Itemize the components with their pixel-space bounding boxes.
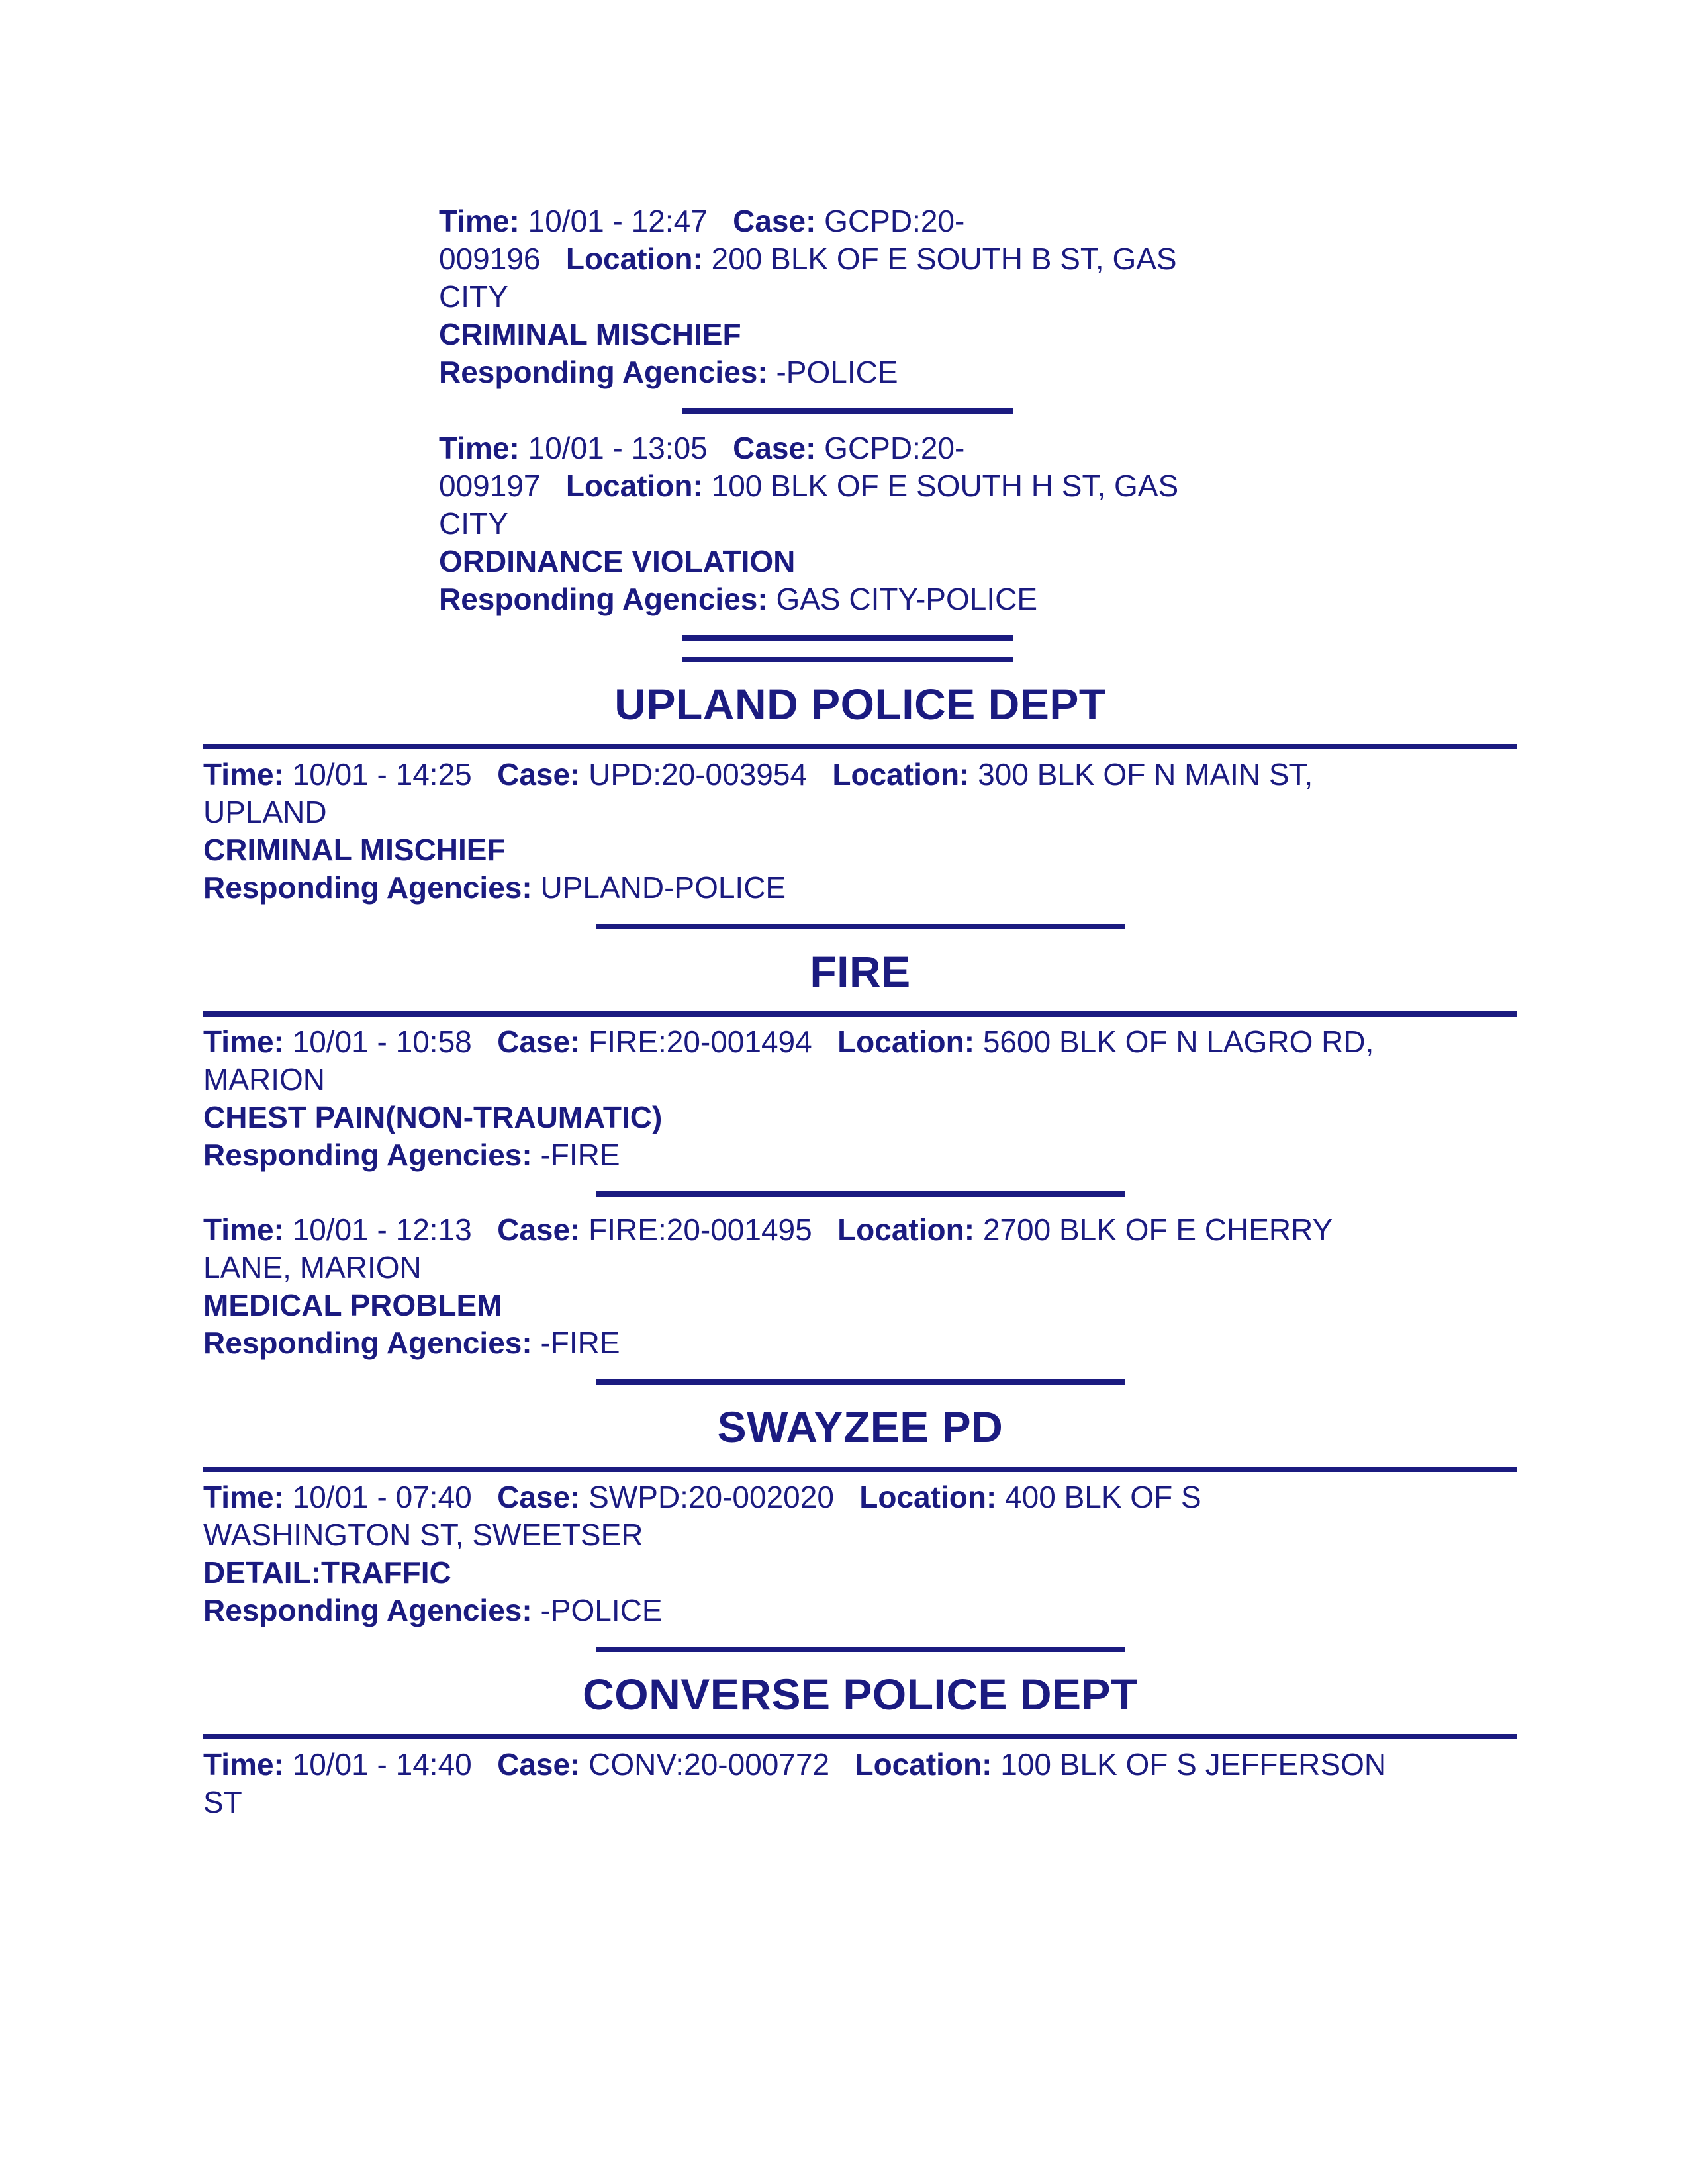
field-value: -FIRE <box>532 1138 620 1172</box>
section-heading: SWAYZEE PD <box>717 1402 1004 1451</box>
incident-entry <box>439 430 1257 618</box>
field-value: CONV:20-000772 <box>580 1747 855 1782</box>
entry-line <box>439 467 1257 505</box>
field-label: Responding Agencies: <box>203 1138 532 1172</box>
entry-line <box>203 1287 1517 1324</box>
field-value: ST <box>203 1785 242 1819</box>
incident-entry <box>203 1023 1517 1174</box>
entry-line <box>203 869 1517 907</box>
entry-line <box>439 353 1257 391</box>
entry-line <box>203 1023 1517 1061</box>
field-label: CRIMINAL MISCHIEF <box>203 833 506 867</box>
field-value: 10/01 - 14:40 <box>283 1747 498 1782</box>
field-label: Case: <box>497 1480 581 1514</box>
field-value: -FIRE <box>532 1326 620 1360</box>
field-value: 2700 BLK OF E CHERRY <box>974 1212 1333 1247</box>
field-value: 009196 <box>439 242 566 276</box>
heading-underline-rule <box>203 1011 1517 1017</box>
field-label: Location: <box>832 757 970 792</box>
field-label: Location: <box>837 1212 975 1247</box>
field-label: Responding Agencies: <box>203 1326 532 1360</box>
field-label: Location: <box>565 469 703 503</box>
section-heading: UPLAND POLICE DEPT <box>614 680 1106 729</box>
entry-line <box>203 1479 1517 1516</box>
field-label: Location: <box>565 242 703 276</box>
entry-line <box>203 1099 1517 1136</box>
incident-entry <box>203 1746 1517 1821</box>
field-value: 10/01 - 14:25 <box>283 757 498 792</box>
field-value: CITY <box>439 506 508 541</box>
field-label: Location: <box>855 1747 992 1782</box>
field-value: 5600 BLK OF N LAGRO RD, <box>974 1024 1374 1059</box>
agency-sections <box>203 678 1517 1821</box>
entry-line <box>203 1592 1517 1629</box>
entry-line <box>203 794 1517 831</box>
section-divider <box>596 1379 1125 1385</box>
field-label: MEDICAL PROBLEM <box>203 1288 502 1322</box>
field-value: SWPD:20-002020 <box>580 1480 860 1514</box>
field-value: -POLICE <box>532 1593 663 1627</box>
field-label: Location: <box>859 1480 997 1514</box>
entry-line <box>203 1516 1517 1554</box>
field-label: Time: <box>439 431 520 465</box>
field-value: GAS CITY-POLICE <box>767 582 1037 616</box>
incident-entry <box>203 756 1517 907</box>
field-label: Time: <box>203 757 284 792</box>
incident-entry <box>203 1479 1517 1629</box>
field-value: 10/01 - 12:13 <box>283 1212 498 1247</box>
field-label: Case: <box>497 757 581 792</box>
entry-line <box>203 831 1517 869</box>
incident-entry <box>439 203 1257 391</box>
field-value: FIRE:20-001495 <box>580 1212 838 1247</box>
field-value: CITY <box>439 279 508 314</box>
field-value: LANE, MARION <box>203 1250 422 1285</box>
entry-line <box>203 1746 1517 1784</box>
entry-divider <box>596 1191 1125 1197</box>
section-divider <box>596 924 1125 929</box>
entry-line <box>439 203 1257 240</box>
field-value: 10/01 - 07:40 <box>283 1480 498 1514</box>
field-label: Responding Agencies: <box>439 355 768 389</box>
entry-line <box>439 505 1257 543</box>
heading-underline-rule <box>203 744 1517 749</box>
field-label: Case: <box>733 431 816 465</box>
field-label: ORDINANCE VIOLATION <box>439 544 796 578</box>
entry-line <box>439 580 1257 618</box>
field-label: Location: <box>837 1024 975 1059</box>
field-label: CHEST PAIN(NON-TRAUMATIC) <box>203 1100 663 1134</box>
field-value: 400 BLK OF S <box>996 1480 1201 1514</box>
incident-entry <box>203 1211 1517 1362</box>
field-label: Responding Agencies: <box>203 870 532 905</box>
field-value: GCPD:20- <box>816 431 965 465</box>
entry-divider <box>682 635 1013 641</box>
section-heading: FIRE <box>810 947 911 996</box>
entry-line <box>203 1554 1517 1592</box>
section-end-divider <box>682 657 1013 662</box>
heading-underline-rule <box>203 1467 1517 1472</box>
field-label: Responding Agencies: <box>439 582 768 616</box>
entry-divider <box>682 408 1013 414</box>
entry-line <box>203 1136 1517 1174</box>
entry-line <box>439 430 1257 467</box>
entry-line <box>439 240 1257 278</box>
field-value: WASHINGTON ST, SWEETSER <box>203 1518 643 1552</box>
field-label: Case: <box>497 1024 581 1059</box>
entry-line <box>203 1324 1517 1362</box>
field-value: -POLICE <box>767 355 898 389</box>
field-label: Responding Agencies: <box>203 1593 532 1627</box>
section-divider <box>596 1647 1125 1652</box>
field-label: Time: <box>203 1212 284 1247</box>
continued-entries-section <box>439 203 1257 662</box>
section-heading: CONVERSE POLICE DEPT <box>583 1670 1138 1719</box>
entry-line <box>203 756 1517 794</box>
entry-line <box>203 1249 1517 1287</box>
field-label: Time: <box>203 1480 284 1514</box>
entry-line <box>439 543 1257 580</box>
field-value: MARION <box>203 1062 325 1097</box>
entry-line <box>439 278 1257 316</box>
field-value: 200 BLK OF E SOUTH B ST, GAS <box>702 242 1177 276</box>
heading-underline-rule <box>203 1734 1517 1739</box>
field-label: Case: <box>497 1212 581 1247</box>
field-value: GCPD:20- <box>816 204 965 238</box>
field-value: 009197 <box>439 469 566 503</box>
field-value: UPLAND-POLICE <box>532 870 786 905</box>
entry-line <box>203 1784 1517 1821</box>
field-label: Time: <box>203 1024 284 1059</box>
field-label: Time: <box>439 204 520 238</box>
field-value: 300 BLK OF N MAIN ST, <box>969 757 1313 792</box>
field-value: UPD:20-003954 <box>580 757 833 792</box>
field-value: FIRE:20-001494 <box>580 1024 838 1059</box>
field-value: 10/01 - 13:05 <box>519 431 733 465</box>
field-value: UPLAND <box>203 795 327 829</box>
field-value: 10/01 - 10:58 <box>283 1024 498 1059</box>
field-label: Case: <box>733 204 816 238</box>
entry-line <box>439 316 1257 353</box>
field-label: CRIMINAL MISCHIEF <box>439 317 741 351</box>
field-label: DETAIL:TRAFFIC <box>203 1555 451 1590</box>
field-label: Case: <box>497 1747 581 1782</box>
field-value: 10/01 - 12:47 <box>519 204 733 238</box>
entry-line <box>203 1061 1517 1099</box>
entry-line <box>203 1211 1517 1249</box>
field-value: 100 BLK OF E SOUTH H ST, GAS <box>702 469 1179 503</box>
field-value: 100 BLK OF S JEFFERSON <box>992 1747 1387 1782</box>
field-label: Time: <box>203 1747 284 1782</box>
